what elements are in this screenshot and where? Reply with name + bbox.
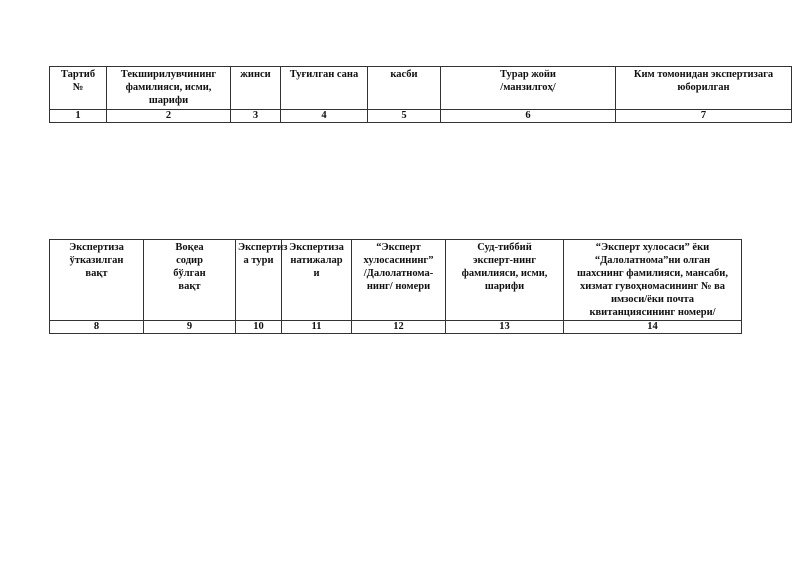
header-cell-examination-type: Экспертиз а тури <box>236 240 282 321</box>
column-number-cell: 13 <box>446 321 564 334</box>
header-row <box>50 240 742 321</box>
column-number-cell: 11 <box>282 321 352 334</box>
column-number-cell: 6 <box>441 110 616 123</box>
header-cell-gender: жинси <box>231 67 281 110</box>
column-number-row <box>50 321 742 334</box>
header-cell-examination-time: Экспертиза ўтказилган вақт <box>50 240 144 321</box>
header-cell-referred-by: Ким томонидан экспертизага юборилган <box>616 67 792 110</box>
register-table-2 <box>49 239 742 334</box>
header-cell-full-name: Текширилувчининг фамилияси, исми, шарифи <box>107 67 231 110</box>
header-cell-conclusion-number: “Эксперт хулосасининг” /Далолатнома- нинг/ номери <box>352 240 446 321</box>
column-number-cell: 4 <box>281 110 368 123</box>
column-number-row <box>50 110 792 123</box>
header-cell-residence: Турар жойи /манзилгоҳ/ <box>441 67 616 110</box>
column-number-cell: 7 <box>616 110 792 123</box>
column-number-cell: 9 <box>144 321 236 334</box>
header-cell-birth-date: Туғилган сана <box>281 67 368 110</box>
header-cell-incident-time: Воқеа содир бўлган вақт <box>144 240 236 321</box>
column-number-cell: 12 <box>352 321 446 334</box>
column-number-cell: 3 <box>231 110 281 123</box>
header-cell-profession: касби <box>368 67 441 110</box>
header-cell-recipient-details: “Эксперт хулосаси” ёки “Далолатнома”ни олган шахснинг фамилияси, мансаби, хизмат гувоҳномасининг № ва имзоси/ёки почта квитанциясининг номери/ <box>564 240 742 321</box>
column-number-cell: 10 <box>236 321 282 334</box>
register-table-1 <box>49 66 792 123</box>
header-cell-order-number: Тартиб № <box>50 67 107 110</box>
header-cell-expert-name: Суд-тиббий эксперт-нинг фамилияси, исми, шарифи <box>446 240 564 321</box>
column-number-cell: 8 <box>50 321 144 334</box>
column-number-cell: 1 <box>50 110 107 123</box>
header-row <box>50 67 792 110</box>
column-number-cell: 2 <box>107 110 231 123</box>
header-cell-examination-results: Экспертиза натижалар и <box>282 240 352 321</box>
column-number-cell: 5 <box>368 110 441 123</box>
column-number-cell: 14 <box>564 321 742 334</box>
